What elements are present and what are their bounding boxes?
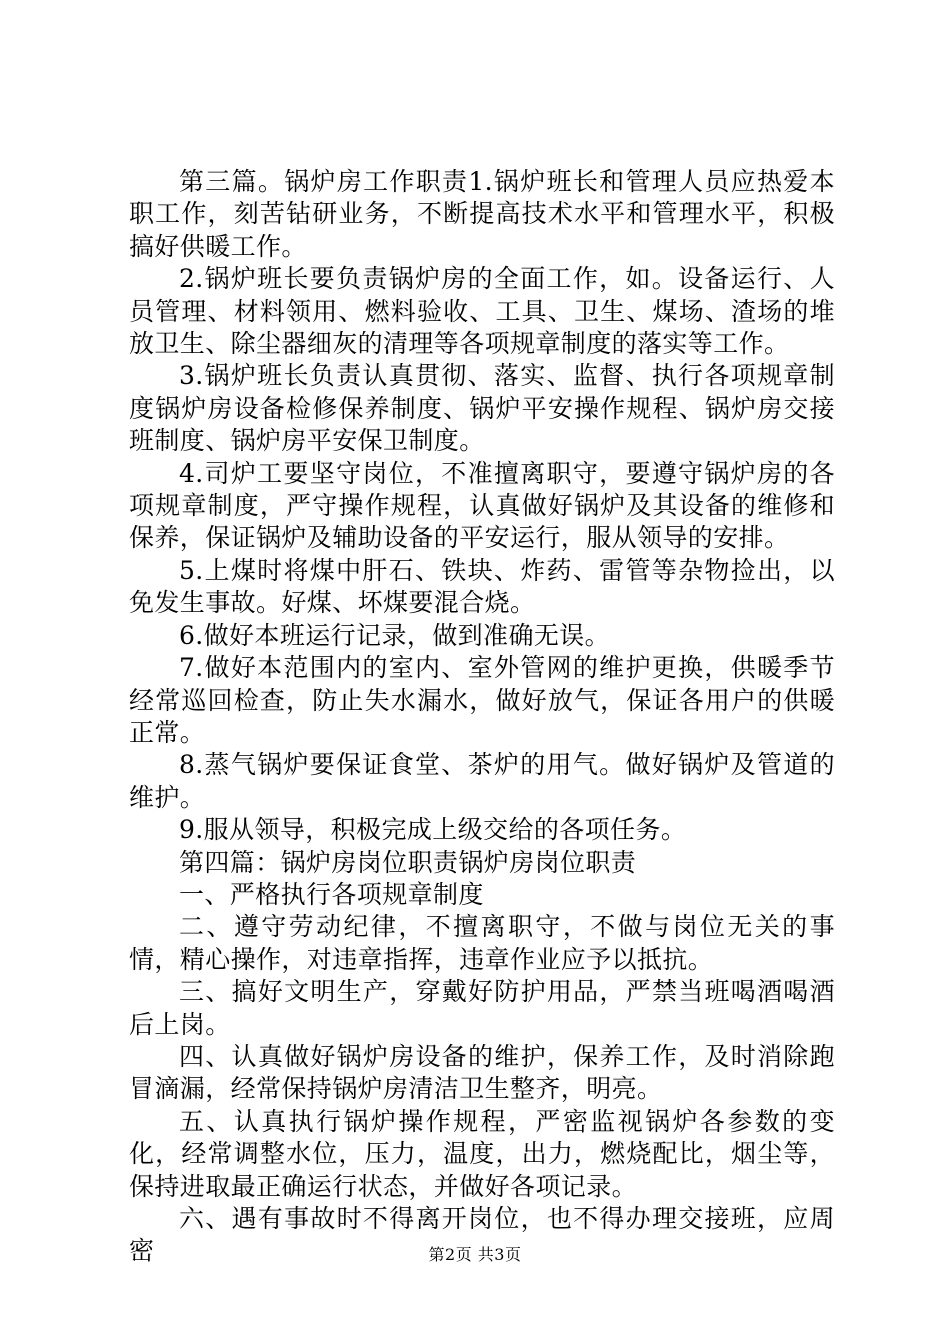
paragraph: 4.司炉工要坚守岗位，不准擅离职守，要遵守锅炉房的各项规章制度，严守操作规程，认真做好锅炉及其设备的维修和保养，保证锅炉及辅助设备的平安运行，服从领导的安排。 <box>129 458 835 553</box>
paragraph: 六、遇有事故时不得离开岗位，也不得办理交接班，应周密 <box>129 1204 835 1266</box>
paragraph: 8.蒸气锅炉要保证食堂、茶炉的用气。做好锅炉及管道的维护。 <box>129 750 835 812</box>
document-body <box>129 166 835 1268</box>
paragraph: 四、认真做好锅炉房设备的维护，保养工作，及时消除跑冒滴漏，经常保持锅炉房清洁卫生整齐，明亮。 <box>129 1041 835 1104</box>
paragraph: 9.服从领导，积极完成上级交给的各项任务。 <box>179 815 687 845</box>
page-number-footer: 第2页 共3页 <box>428 1245 522 1264</box>
section-heading: 第四篇：锅炉房岗位职责锅炉房岗位职责 <box>179 847 637 877</box>
paragraph: 6.做好本班运行记录，做到准确无误。 <box>179 620 611 650</box>
paragraph: 二、遵守劳动纪律，不擅离职守，不做与岗位无关的事情，精心操作，对违章指挥，违章作业应予以抵抗。 <box>129 912 835 974</box>
paragraph: 7.做好本范围内的室内、室外管网的维护更换，供暖季节经常巡回检查，防止失水漏水，做好放气，保证各用户的供暖正常。 <box>129 653 835 747</box>
paragraph: 5.上煤时将煤中肝石、铁块、炸药、雷管等杂物捡出，以免发生事故。好煤、坏煤要混合烧。 <box>129 555 835 618</box>
paragraph: 一、严格执行各项规章制度 <box>179 879 484 909</box>
paragraph: 五、认真执行锅炉操作规程，严密监视锅炉各参数的变化，经常调整水位，压力，温度，出力，燃烧配比，烟尘等，保持进取最正确运行状态，并做好各项记录。 <box>129 1106 835 1201</box>
paragraph: 2.锅炉班长要负责锅炉房的全面工作，如。设备运行、人员管理、材料领用、燃料验收、工具、卫生、煤场、渣场的堆放卫生、除尘器细灰的清理等各项规章制度的落实等工作。 <box>129 264 835 359</box>
paragraph: 三、搞好文明生产，穿戴好防护用品，严禁当班喝酒喝酒后上岗。 <box>129 977 835 1039</box>
paragraph: 第三篇。锅炉房工作职责1.锅炉班长和管理人员应热爱本职工作，刻苦钻研业务，不断提高技术水平和管理水平，积极搞好供暖工作。 <box>129 167 835 261</box>
paragraph: 3.锅炉班长负责认真贯彻、落实、监督、执行各项规章制度锅炉房设备检修保养制度、锅炉平安操作规程、锅炉房交接班制度、锅炉房平安保卫制度。 <box>129 361 835 456</box>
